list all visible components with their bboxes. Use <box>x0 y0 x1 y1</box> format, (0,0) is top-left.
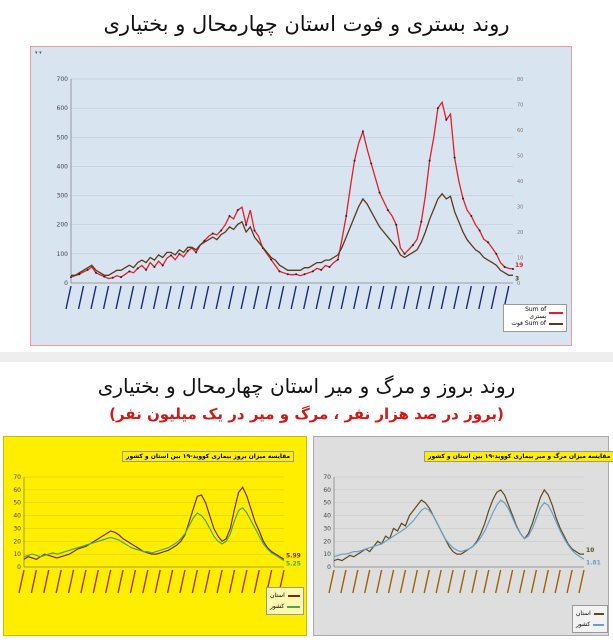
x-tick-mark <box>479 286 484 309</box>
x-tick-mark <box>519 570 524 593</box>
x-tick-mark <box>508 570 513 593</box>
data-point <box>245 224 247 226</box>
y-tick-label: 0 <box>64 280 68 287</box>
data-point <box>120 276 122 278</box>
y-tick-label: 20 <box>13 538 21 546</box>
x-tick-mark <box>567 570 572 593</box>
y-tick-label: 10 <box>13 551 21 559</box>
y-tick-label: 60 <box>13 486 21 494</box>
x-tick-mark <box>579 570 584 593</box>
x-tick-mark <box>454 286 459 309</box>
series-line <box>71 102 513 278</box>
y-tick-label: 50 <box>323 499 331 507</box>
x-tick-mark <box>81 570 86 593</box>
x-tick-mark <box>168 570 173 593</box>
x-tick-mark <box>93 570 98 593</box>
x-tick-mark <box>143 570 148 593</box>
x-tick-mark <box>491 286 496 309</box>
x-tick-mark <box>141 286 146 309</box>
data-point <box>362 130 364 132</box>
top-chart-heading: روند بستری و فوت استان چهارمحال و بختیاری <box>103 12 510 36</box>
data-point <box>512 268 514 270</box>
data-point <box>445 119 447 121</box>
x-tick-mark <box>155 570 160 593</box>
data-point <box>387 209 389 211</box>
data-point <box>354 160 356 162</box>
x-tick-mark <box>404 286 409 309</box>
x-tick-mark <box>44 570 49 593</box>
x-tick-mark <box>104 286 109 309</box>
data-point <box>153 266 155 268</box>
data-point <box>487 241 489 243</box>
x-tick-mark <box>484 570 489 593</box>
data-point <box>87 269 89 271</box>
y-tick-label: 600 <box>56 105 68 113</box>
y2-tick-label: 40 <box>517 179 524 185</box>
y2-tick-label: 20 <box>517 230 524 236</box>
data-point <box>228 215 230 217</box>
incidence-chart <box>4 437 308 637</box>
data-point <box>270 259 272 261</box>
data-point <box>329 266 331 268</box>
mortality-chart-title: مقایسه میزان مرگ و میر بیماری کووید-۱۹ بین استان و کشور <box>424 451 613 462</box>
x-tick-mark <box>205 570 210 593</box>
chart-toolbar-icon: ▾ ▾ <box>35 50 42 56</box>
data-point <box>437 107 439 109</box>
data-point <box>379 192 381 194</box>
x-tick-mark <box>316 286 321 309</box>
chart3-legend <box>572 605 608 633</box>
x-tick-mark <box>304 286 309 309</box>
data-point <box>504 266 506 268</box>
y2-tick-label: 50 <box>517 153 524 160</box>
y-tick-label: 500 <box>56 134 68 142</box>
data-point <box>404 253 406 255</box>
y-tick-label: 70 <box>323 474 331 481</box>
data-point <box>112 277 114 279</box>
data-point <box>170 254 172 256</box>
x-tick-mark <box>179 286 184 309</box>
data-point <box>462 197 464 199</box>
x-tick-mark <box>79 286 84 309</box>
x-tick-mark <box>118 570 123 593</box>
x-tick-mark <box>354 286 359 309</box>
x-tick-mark <box>19 570 24 593</box>
x-tick-mark <box>229 570 234 593</box>
x-tick-mark <box>424 570 429 593</box>
x-tick-mark <box>180 570 185 593</box>
y-tick-label: 0 <box>327 564 331 571</box>
x-tick-mark <box>460 570 465 593</box>
mortality-chart <box>314 437 610 637</box>
x-tick-mark <box>366 286 371 309</box>
data-point <box>304 273 306 275</box>
x-tick-mark <box>130 570 135 593</box>
x-tick-mark <box>441 286 446 309</box>
x-tick-mark <box>91 286 96 309</box>
series-line <box>24 487 284 559</box>
y-tick-label: 300 <box>56 192 68 200</box>
x-tick-mark <box>496 570 501 593</box>
x-tick-mark <box>329 570 334 593</box>
legend-province: استان <box>270 592 285 599</box>
series-line <box>334 490 584 561</box>
x-tick-mark <box>466 286 471 309</box>
y2-tick-label: 10 <box>517 255 524 262</box>
end-value-label: 5.99 <box>286 552 301 560</box>
x-tick-mark <box>377 570 382 593</box>
end-value-label: 3 <box>515 275 520 283</box>
data-point <box>495 253 497 255</box>
data-point <box>470 215 472 217</box>
data-point <box>128 270 130 272</box>
x-tick-mark <box>329 286 334 309</box>
x-tick-mark <box>192 570 197 593</box>
y-tick-label: 200 <box>56 221 68 229</box>
x-tick-mark <box>391 286 396 309</box>
y-tick-label: 700 <box>56 76 68 83</box>
x-tick-mark <box>254 286 259 309</box>
data-point <box>212 232 214 234</box>
x-tick-mark <box>154 286 159 309</box>
legend-country: کشور <box>270 603 285 610</box>
data-point <box>162 265 164 267</box>
x-tick-mark <box>191 286 196 309</box>
data-point <box>479 230 481 232</box>
data-point <box>278 270 280 272</box>
x-tick-mark <box>106 570 111 593</box>
incidence-chart-panel <box>3 436 307 636</box>
y2-tick-label: 80 <box>517 77 524 83</box>
chart1-legend <box>503 304 567 332</box>
y-tick-label: 10 <box>323 551 331 559</box>
chart2-legend <box>266 587 304 615</box>
bottom-chart-heading: روند بروز و مرگ و میر استان چهارمحال و بختیاری <box>97 374 516 398</box>
x-tick-mark <box>353 570 358 593</box>
end-value-label: 1.81 <box>586 559 601 567</box>
y-tick-label: 40 <box>323 512 331 520</box>
x-tick-mark <box>429 286 434 309</box>
x-tick-mark <box>400 570 405 593</box>
y-tick-label: 400 <box>56 163 68 171</box>
data-point <box>287 273 289 275</box>
hospitalization-chart <box>31 47 573 347</box>
x-tick-mark <box>241 286 246 309</box>
legend-hosp: Sum of بستری <box>525 305 547 320</box>
x-tick-mark <box>472 570 477 593</box>
x-tick-mark <box>216 286 221 309</box>
data-point <box>345 215 347 217</box>
x-tick-mark <box>341 286 346 309</box>
series-line <box>71 194 513 275</box>
y-tick-label: 70 <box>13 474 21 481</box>
bottom-chart-subheading: (بروز در صد هزار نفر ، مرگ و میر در یک میلیون نفر) <box>109 405 504 423</box>
x-tick-mark <box>31 570 36 593</box>
y-tick-label: 60 <box>323 486 331 494</box>
x-tick-mark <box>291 286 296 309</box>
x-tick-mark <box>531 570 536 593</box>
hospitalization-chart-panel <box>30 46 572 346</box>
x-tick-mark <box>543 570 548 593</box>
x-tick-mark <box>436 570 441 593</box>
data-point <box>337 259 339 261</box>
x-tick-mark <box>448 570 453 593</box>
legend-province: استان <box>576 610 591 617</box>
x-tick-mark <box>266 286 271 309</box>
data-point <box>420 221 422 223</box>
x-tick-mark <box>204 286 209 309</box>
data-point <box>220 230 222 232</box>
y-tick-label: 20 <box>323 538 331 546</box>
x-tick-mark <box>242 570 247 593</box>
x-tick-mark <box>416 286 421 309</box>
y2-tick-label: 0 <box>517 281 521 287</box>
data-point <box>295 273 297 275</box>
x-tick-mark <box>254 570 259 593</box>
legend-death: Sum of فوت <box>511 320 546 327</box>
x-tick-mark <box>217 570 222 593</box>
mortality-chart-panel <box>313 436 609 636</box>
x-tick-mark <box>389 570 394 593</box>
x-tick-mark <box>116 286 121 309</box>
x-tick-mark <box>69 570 74 593</box>
x-tick-mark <box>279 286 284 309</box>
x-tick-mark <box>56 570 61 593</box>
data-point <box>145 269 147 271</box>
data-point <box>370 163 372 165</box>
section-divider <box>0 352 613 362</box>
x-tick-mark <box>341 570 346 593</box>
y-tick-label: 50 <box>13 499 21 507</box>
data-point <box>253 230 255 232</box>
series-line <box>334 500 584 559</box>
data-point <box>312 270 314 272</box>
data-point <box>137 267 139 269</box>
data-point <box>95 272 97 274</box>
legend-country: کشور <box>576 621 591 628</box>
data-point <box>237 209 239 211</box>
end-value-label: 5.25 <box>286 560 301 568</box>
y2-tick-label: 60 <box>517 128 524 134</box>
end-value-label: 19 <box>515 262 524 270</box>
data-point <box>195 251 197 253</box>
x-tick-mark <box>166 286 171 309</box>
incidence-chart-title: مقایسه میزان بروز بیماری کووید-۱۹ بین استان و کشور <box>122 451 294 462</box>
x-tick-mark <box>229 286 234 309</box>
data-point <box>70 276 72 278</box>
y-tick-label: 100 <box>56 250 68 258</box>
end-value-label: 10 <box>586 547 595 555</box>
y-tick-label: 30 <box>323 525 331 533</box>
y-tick-label: 40 <box>13 512 21 520</box>
data-point <box>395 224 397 226</box>
x-tick-mark <box>379 286 384 309</box>
x-tick-mark <box>129 286 134 309</box>
data-point <box>320 269 322 271</box>
data-point <box>178 253 180 255</box>
y-tick-label: 30 <box>13 525 21 533</box>
x-tick-mark <box>555 570 560 593</box>
data-point <box>412 244 414 246</box>
x-tick-mark <box>66 286 71 309</box>
y2-tick-label: 70 <box>517 102 524 109</box>
x-tick-mark <box>365 570 370 593</box>
data-point <box>187 250 189 252</box>
x-tick-mark <box>412 570 417 593</box>
data-point <box>454 157 456 159</box>
y2-tick-label: 30 <box>517 204 524 211</box>
data-point <box>429 160 431 162</box>
y-tick-label: 0 <box>17 564 21 571</box>
